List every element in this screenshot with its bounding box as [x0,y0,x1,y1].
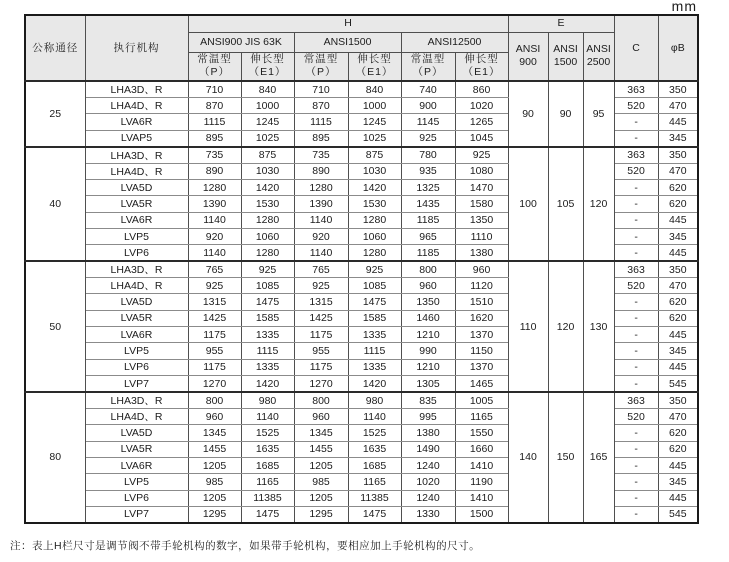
h-value-cell: 1085 [348,278,401,294]
h-value-cell: 1175 [188,327,241,343]
e-value-cell: 90 [548,81,583,147]
h-value-cell: 800 [188,392,241,409]
h-value-cell: 925 [348,261,401,278]
h-value-cell: 925 [455,147,508,164]
h-value-cell: 985 [188,474,241,490]
c-value-cell: - [614,458,658,474]
h-value-cell: 1530 [348,196,401,212]
h-value-cell: 1165 [455,409,508,425]
h-value-cell: 1335 [241,327,294,343]
h-value-cell: 1345 [294,425,348,441]
h-value-cell: 860 [455,81,508,98]
h-value-cell: 1020 [401,474,455,490]
phi-b-value-cell: 470 [658,163,698,179]
h-value-cell: 1210 [401,327,455,343]
diameter-cell: 25 [25,81,85,147]
h-value-cell: 1660 [455,441,508,457]
h-value-cell: 1330 [401,507,455,523]
phi-b-value-cell: 345 [658,228,698,244]
h-value-cell: 1240 [401,490,455,506]
h-value-cell: 1140 [294,245,348,261]
c-value-cell: - [614,359,658,375]
h-value-cell: 955 [294,343,348,359]
h-value-cell: 1500 [455,507,508,523]
header-type-normal: 常温型 （P） [294,52,348,81]
h-value-cell: 1280 [294,179,348,195]
actuator-cell: LVA5D [85,179,188,195]
e-value-cell: 120 [548,261,583,392]
h-value-cell: 1490 [401,441,455,457]
header-type-extended: 伸长型 （E1） [455,52,508,81]
h-value-cell: 960 [294,409,348,425]
phi-b-value-cell: 470 [658,278,698,294]
phi-b-value-cell: 445 [658,458,698,474]
footnote: 注：表上H栏尺寸是调节阀不带手轮机构的数字，如果带手轮机构，要相应加上手轮机构的尺寸。 [10,540,481,552]
h-value-cell: 960 [455,261,508,278]
h-value-cell: 1205 [294,458,348,474]
h-value-cell: 1350 [455,212,508,228]
actuator-cell: LHA3D、R [85,81,188,98]
h-value-cell: 1325 [401,179,455,195]
c-value-cell: - [614,179,658,195]
h-value-cell: 1185 [401,212,455,228]
h-value-cell: 1380 [455,245,508,261]
actuator-cell: LVA6R [85,114,188,130]
h-value-cell: 895 [294,130,348,146]
actuator-cell: LVA5D [85,425,188,441]
actuator-cell: LHA4D、R [85,163,188,179]
c-value-cell: - [614,507,658,523]
h-value-cell: 1280 [241,245,294,261]
h-value-cell: 710 [294,81,348,98]
header-type-normal: 常温型 （P） [401,52,455,81]
actuator-cell: LVA6R [85,212,188,228]
phi-b-value-cell: 470 [658,98,698,114]
h-value-cell: 1410 [455,458,508,474]
h-value-cell: 1280 [241,212,294,228]
h-value-cell: 1390 [188,196,241,212]
actuator-cell: LVP6 [85,359,188,375]
h-value-cell: 1165 [348,474,401,490]
h-value-cell: 1370 [455,359,508,375]
h-value-cell: 1585 [348,310,401,326]
c-value-cell: - [614,474,658,490]
actuator-cell: LVP7 [85,507,188,523]
table-row [25,147,698,164]
phi-b-value-cell: 350 [658,147,698,164]
h-value-cell: 1265 [455,114,508,130]
actuator-cell: LVA5R [85,310,188,326]
h-value-cell: 1245 [241,114,294,130]
h-value-cell: 800 [401,261,455,278]
header-std-ansi12500: ANSI12500 [401,32,508,52]
h-value-cell: 1460 [401,310,455,326]
h-value-cell: 1305 [401,376,455,392]
e-value-cell: 105 [548,147,583,262]
actuator-cell: LHA3D、R [85,392,188,409]
phi-b-value-cell: 470 [658,409,698,425]
h-value-cell: 710 [188,81,241,98]
h-value-cell: 1020 [455,98,508,114]
h-value-cell: 1420 [348,179,401,195]
h-value-cell: 960 [401,278,455,294]
h-value-cell: 1240 [401,458,455,474]
c-value-cell: - [614,196,658,212]
c-value-cell: - [614,425,658,441]
actuator-cell: LVA6R [85,327,188,343]
phi-b-value-cell: 345 [658,343,698,359]
header-type-extended: 伸长型 （E1） [241,52,294,81]
h-value-cell: 1370 [455,327,508,343]
h-value-cell: 935 [401,163,455,179]
h-value-cell: 765 [294,261,348,278]
actuator-cell: LVP5 [85,474,188,490]
h-value-cell: 1140 [348,409,401,425]
h-value-cell: 765 [188,261,241,278]
h-value-cell: 1060 [241,228,294,244]
phi-b-value-cell: 445 [658,327,698,343]
h-value-cell: 995 [401,409,455,425]
h-value-cell: 1085 [241,278,294,294]
phi-b-value-cell: 620 [658,425,698,441]
e-value-cell: 100 [508,147,548,262]
c-value-cell: 520 [614,278,658,294]
h-value-cell: 1470 [455,179,508,195]
phi-b-value-cell: 620 [658,441,698,457]
h-value-cell: 1030 [241,163,294,179]
h-value-cell: 1455 [188,441,241,457]
h-value-cell: 1475 [241,294,294,310]
e-value-cell: 110 [508,261,548,392]
actuator-cell: LVP5 [85,228,188,244]
h-value-cell: 11385 [241,490,294,506]
actuator-cell: LVP5 [85,343,188,359]
header-phi-b: φB [658,15,698,81]
h-value-cell: 1120 [455,278,508,294]
h-value-cell: 1580 [455,196,508,212]
h-value-cell: 1110 [455,228,508,244]
h-value-cell: 1175 [294,327,348,343]
h-value-cell: 1205 [294,490,348,506]
h-value-cell: 955 [188,343,241,359]
phi-b-value-cell: 445 [658,212,698,228]
h-value-cell: 1685 [241,458,294,474]
h-value-cell: 1525 [348,425,401,441]
h-value-cell: 1140 [294,212,348,228]
h-value-cell: 1315 [188,294,241,310]
table-header [25,15,698,81]
table-row [25,81,698,98]
actuator-cell: LHA4D、R [85,98,188,114]
header-c: C [614,15,658,81]
e-value-cell: 165 [583,392,614,523]
c-value-cell: - [614,130,658,146]
header-e-ansi2500: ANSI 2500 [583,32,614,81]
diameter-cell: 40 [25,147,85,262]
c-value-cell: 363 [614,392,658,409]
h-value-cell: 1620 [455,310,508,326]
h-value-cell: 1530 [241,196,294,212]
c-value-cell: - [614,441,658,457]
e-value-cell: 120 [583,147,614,262]
h-value-cell: 735 [188,147,241,164]
h-value-cell: 1205 [188,458,241,474]
h-value-cell: 1280 [188,179,241,195]
phi-b-value-cell: 620 [658,310,698,326]
h-value-cell: 900 [401,98,455,114]
h-value-cell: 925 [241,261,294,278]
c-value-cell: - [614,114,658,130]
h-value-cell: 1115 [241,343,294,359]
h-value-cell: 1030 [348,163,401,179]
c-value-cell: 520 [614,98,658,114]
h-value-cell: 740 [401,81,455,98]
h-value-cell: 920 [294,228,348,244]
h-value-cell: 980 [241,392,294,409]
actuator-cell: LHA4D、R [85,409,188,425]
header-type-extended: 伸长型 （E1） [348,52,401,81]
h-value-cell: 1045 [455,130,508,146]
phi-b-value-cell: 445 [658,245,698,261]
h-value-cell: 1025 [348,130,401,146]
header-actuator: 执行机构 [85,15,188,81]
header-std-ansi1500: ANSI1500 [294,32,401,52]
h-value-cell: 1175 [294,359,348,375]
c-value-cell: - [614,327,658,343]
h-value-cell: 1635 [348,441,401,457]
h-value-cell: 1210 [401,359,455,375]
actuator-cell: LVP7 [85,376,188,392]
h-value-cell: 1165 [241,474,294,490]
h-value-cell: 925 [188,278,241,294]
h-value-cell: 1000 [241,98,294,114]
h-value-cell: 1350 [401,294,455,310]
h-value-cell: 1420 [348,376,401,392]
actuator-cell: LVA5R [85,441,188,457]
h-value-cell: 1190 [455,474,508,490]
unit-label: mm [671,0,697,14]
phi-b-value-cell: 445 [658,359,698,375]
h-value-cell: 985 [294,474,348,490]
h-value-cell: 835 [401,392,455,409]
actuator-cell: LVP6 [85,245,188,261]
h-value-cell: 1145 [401,114,455,130]
h-value-cell: 1175 [188,359,241,375]
h-value-cell: 1465 [455,376,508,392]
table-row [25,261,698,278]
h-value-cell: 1295 [294,507,348,523]
actuator-cell: LHA4D、R [85,278,188,294]
h-value-cell: 735 [294,147,348,164]
h-value-cell: 1335 [348,327,401,343]
h-value-cell: 1345 [188,425,241,441]
spec-table [24,14,699,524]
h-value-cell: 1390 [294,196,348,212]
phi-b-value-cell: 445 [658,114,698,130]
h-value-cell: 1585 [241,310,294,326]
actuator-cell: LVAP5 [85,130,188,146]
c-value-cell: 363 [614,261,658,278]
h-value-cell: 1205 [188,490,241,506]
actuator-cell: LVA5D [85,294,188,310]
header-h-group: H [188,15,508,32]
header-e-group: E [508,15,614,32]
h-value-cell: 875 [241,147,294,164]
e-value-cell: 150 [548,392,583,523]
table-body [25,81,698,523]
phi-b-value-cell: 350 [658,392,698,409]
e-value-cell: 90 [508,81,548,147]
header-type-normal: 常温型 （P） [188,52,241,81]
phi-b-value-cell: 545 [658,507,698,523]
header-diameter: 公称通径 [25,15,85,81]
h-value-cell: 1475 [348,294,401,310]
c-value-cell: 363 [614,81,658,98]
phi-b-value-cell: 620 [658,196,698,212]
h-value-cell: 1005 [455,392,508,409]
h-value-cell: 1475 [348,507,401,523]
h-value-cell: 980 [348,392,401,409]
h-value-cell: 960 [188,409,241,425]
h-value-cell: 1335 [241,359,294,375]
h-value-cell: 870 [294,98,348,114]
diameter-cell: 80 [25,392,85,523]
h-value-cell: 1080 [455,163,508,179]
phi-b-value-cell: 350 [658,261,698,278]
actuator-cell: LVA6R [85,458,188,474]
h-value-cell: 870 [188,98,241,114]
h-value-cell: 1140 [188,245,241,261]
c-value-cell: - [614,310,658,326]
phi-b-value-cell: 620 [658,294,698,310]
actuator-cell: LVA5R [85,196,188,212]
phi-b-value-cell: 345 [658,474,698,490]
h-value-cell: 990 [401,343,455,359]
h-value-cell: 1510 [455,294,508,310]
c-value-cell: 520 [614,409,658,425]
table-row [25,392,698,409]
h-value-cell: 780 [401,147,455,164]
h-value-cell: 1420 [241,376,294,392]
e-value-cell: 140 [508,392,548,523]
c-value-cell: - [614,228,658,244]
h-value-cell: 965 [401,228,455,244]
c-value-cell: 363 [614,147,658,164]
header-e-ansi900: ANSI 900 [508,32,548,81]
phi-b-value-cell: 350 [658,81,698,98]
h-value-cell: 920 [188,228,241,244]
h-value-cell: 1150 [455,343,508,359]
c-value-cell: - [614,212,658,228]
h-value-cell: 1410 [455,490,508,506]
h-value-cell: 1635 [241,441,294,457]
h-value-cell: 925 [401,130,455,146]
h-value-cell: 1025 [241,130,294,146]
h-value-cell: 1060 [348,228,401,244]
h-value-cell: 1185 [401,245,455,261]
phi-b-value-cell: 545 [658,376,698,392]
h-value-cell: 1685 [348,458,401,474]
h-value-cell: 1280 [348,245,401,261]
actuator-cell: LHA3D、R [85,261,188,278]
actuator-cell: LHA3D、R [85,147,188,164]
phi-b-value-cell: 345 [658,130,698,146]
h-value-cell: 1315 [294,294,348,310]
h-value-cell: 1550 [455,425,508,441]
h-value-cell: 895 [188,130,241,146]
e-value-cell: 95 [583,81,614,147]
h-value-cell: 11385 [348,490,401,506]
h-value-cell: 875 [348,147,401,164]
h-value-cell: 1280 [348,212,401,228]
h-value-cell: 1380 [401,425,455,441]
h-value-cell: 1140 [241,409,294,425]
h-value-cell: 1270 [294,376,348,392]
h-value-cell: 1425 [294,310,348,326]
h-value-cell: 1475 [241,507,294,523]
h-value-cell: 840 [348,81,401,98]
diameter-cell: 50 [25,261,85,392]
c-value-cell: - [614,343,658,359]
h-value-cell: 1115 [348,343,401,359]
phi-b-value-cell: 620 [658,179,698,195]
c-value-cell: - [614,376,658,392]
h-value-cell: 890 [188,163,241,179]
h-value-cell: 1335 [348,359,401,375]
h-value-cell: 1295 [188,507,241,523]
e-value-cell: 130 [583,261,614,392]
h-value-cell: 1000 [348,98,401,114]
h-value-cell: 890 [294,163,348,179]
h-value-cell: 1270 [188,376,241,392]
h-value-cell: 800 [294,392,348,409]
h-value-cell: 1420 [241,179,294,195]
h-value-cell: 1525 [241,425,294,441]
h-value-cell: 840 [241,81,294,98]
h-value-cell: 1245 [348,114,401,130]
h-value-cell: 1115 [188,114,241,130]
h-value-cell: 1455 [294,441,348,457]
h-value-cell: 1140 [188,212,241,228]
header-std-ansi900: ANSI900 JIS 63K [188,32,294,52]
h-value-cell: 925 [294,278,348,294]
actuator-cell: LVP6 [85,490,188,506]
header-e-ansi1500: ANSI 1500 [548,32,583,81]
h-value-cell: 1435 [401,196,455,212]
c-value-cell: 520 [614,163,658,179]
c-value-cell: - [614,245,658,261]
phi-b-value-cell: 445 [658,490,698,506]
h-value-cell: 1115 [294,114,348,130]
h-value-cell: 1425 [188,310,241,326]
c-value-cell: - [614,490,658,506]
c-value-cell: - [614,294,658,310]
